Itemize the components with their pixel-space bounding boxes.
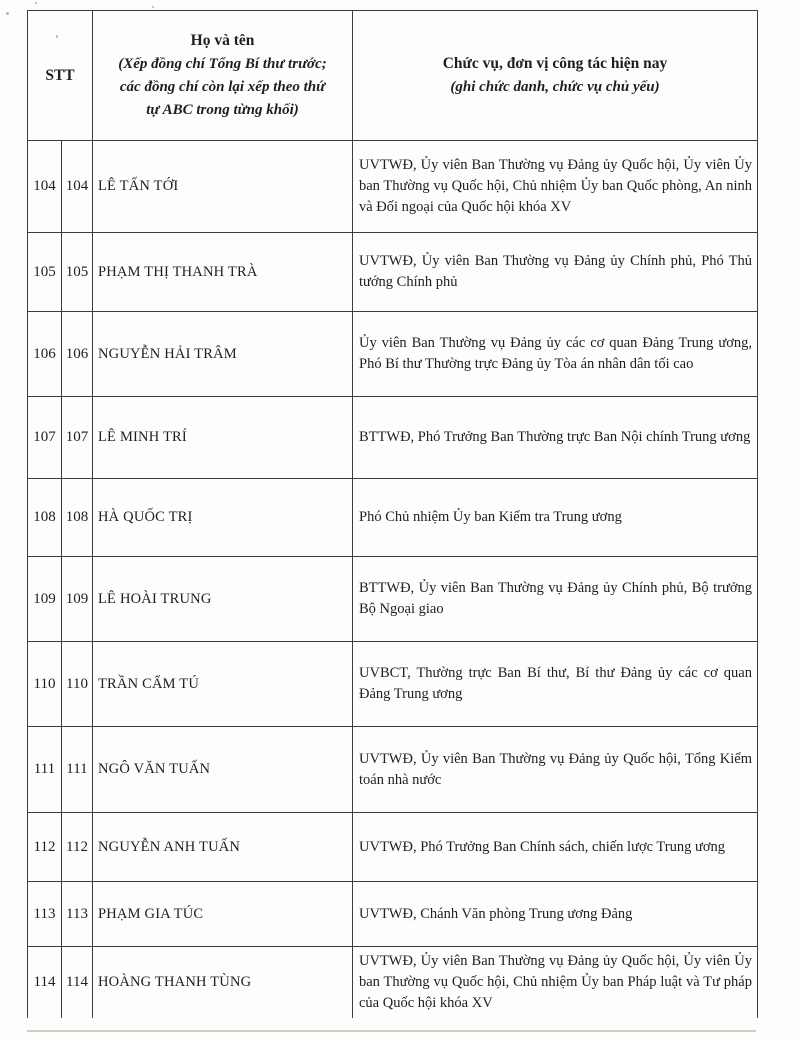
person-position: UVTWĐ, Phó Trưởng Ban Chính sách, chiến lược Trung ương: [353, 813, 758, 882]
person-name: LÊ MINH TRÍ: [93, 397, 353, 479]
row-number-left: 106: [28, 312, 62, 397]
table-row: [28, 813, 758, 882]
scan-speck: [56, 35, 58, 38]
row-number-right: 104: [62, 141, 93, 233]
person-position: UVTWĐ, Ủy viên Ban Thường vụ Đảng ủy Quốc hội, Ủy viên Ủy ban Thường vụ Quốc hội, Chủ nhiệm Ủy ban Quốc phòng, An ninh và Đối ngoại của Quốc hội khóa XV: [353, 141, 758, 233]
table-row: [28, 642, 758, 727]
row-number-right: 105: [62, 233, 93, 312]
header-name-subtitle: (Xếp đồng chí Tổng Bí thư trước; các đồng chí còn lại xếp theo thứ tự ABC trong từng khối): [118, 56, 327, 118]
table-row: [28, 882, 758, 947]
row-number-right: 109: [62, 557, 93, 642]
person-position: Ủy viên Ban Thường vụ Đảng ủy các cơ quan Đảng Trung ương, Phó Bí thư Thường trực Đảng ủy Tòa án nhân dân tối cao: [353, 312, 758, 397]
table-row: [28, 312, 758, 397]
table-row: [28, 233, 758, 312]
table-row: [28, 947, 758, 1019]
row-number-left: 105: [28, 233, 62, 312]
table-row: [28, 141, 758, 233]
person-name: HOÀNG THANH TÙNG: [93, 947, 353, 1019]
person-name: HÀ QUỐC TRỊ: [93, 479, 353, 557]
table-row: [28, 397, 758, 479]
table-row: [28, 727, 758, 813]
scan-speck: [35, 2, 37, 4]
person-position: BTTWĐ, Ủy viên Ban Thường vụ Đảng ủy Chính phủ, Bộ trưởng Bộ Ngoại giao: [353, 557, 758, 642]
table-row: [28, 479, 758, 557]
row-number-left: 108: [28, 479, 62, 557]
table-row: [28, 557, 758, 642]
header-position-subtitle: (ghi chức danh, chức vụ chủ yếu): [450, 79, 660, 95]
row-number-left: 113: [28, 882, 62, 947]
page-bottom-scan-line: [27, 1030, 756, 1032]
personnel-roster-table: [27, 10, 758, 1018]
person-position: UVTWĐ, Ủy viên Ban Thường vụ Đảng ủy Chính phủ, Phó Thủ tướng Chính phủ: [353, 233, 758, 312]
person-position: UVTWĐ, Ủy viên Ban Thường vụ Đảng ủy Quốc hội, Ủy viên Ủy ban Thường vụ Quốc hội, Chủ nhiệm Ủy ban Pháp luật và Tư pháp của Quốc hội khóa XV: [353, 947, 758, 1019]
person-position: UVBCT, Thường trực Ban Bí thư, Bí thư Đảng ủy các cơ quan Đảng Trung ương: [353, 642, 758, 727]
row-number-left: 110: [28, 642, 62, 727]
header-name-column: [93, 11, 353, 141]
row-number-right: 111: [62, 727, 93, 813]
header-stt: STT: [28, 11, 93, 141]
person-name: LÊ TẤN TỚI: [93, 141, 353, 233]
row-number-right: 107: [62, 397, 93, 479]
row-number-right: 108: [62, 479, 93, 557]
person-name: NGÔ VĂN TUẤN: [93, 727, 353, 813]
person-name: TRẦN CẨM TÚ: [93, 642, 353, 727]
person-position: Phó Chủ nhiệm Ủy ban Kiểm tra Trung ương: [353, 479, 758, 557]
row-number-right: 106: [62, 312, 93, 397]
row-number-left: 112: [28, 813, 62, 882]
person-name: NGUYỄN ANH TUẤN: [93, 813, 353, 882]
row-number-left: 107: [28, 397, 62, 479]
row-number-right: 110: [62, 642, 93, 727]
row-number-right: 113: [62, 882, 93, 947]
person-position: UVTWĐ, Ủy viên Ban Thường vụ Đảng ủy Quốc hội, Tổng Kiểm toán nhà nước: [353, 727, 758, 813]
row-number-left: 109: [28, 557, 62, 642]
person-position: UVTWĐ, Chánh Văn phòng Trung ương Đảng: [353, 882, 758, 947]
header-name-title: Họ và tên: [190, 32, 255, 49]
row-number-right: 114: [62, 947, 93, 1019]
person-name: PHẠM THỊ THANH TRÀ: [93, 233, 353, 312]
scan-speck: [6, 12, 9, 15]
row-number-left: 114: [28, 947, 62, 1019]
person-name: PHẠM GIA TÚC: [93, 882, 353, 947]
person-position: BTTWĐ, Phó Trưởng Ban Thường trực Ban Nội chính Trung ương: [353, 397, 758, 479]
row-number-left: 104: [28, 141, 62, 233]
row-number-left: 111: [28, 727, 62, 813]
person-name: NGUYỄN HẢI TRÂM: [93, 312, 353, 397]
row-number-right: 112: [62, 813, 93, 882]
scan-speck: [152, 6, 154, 8]
person-name: LÊ HOÀI TRUNG: [93, 557, 353, 642]
header-position-title: Chức vụ, đơn vị công tác hiện nay: [442, 55, 668, 72]
header-position-column: [353, 11, 758, 141]
table-header-row: [28, 11, 758, 141]
